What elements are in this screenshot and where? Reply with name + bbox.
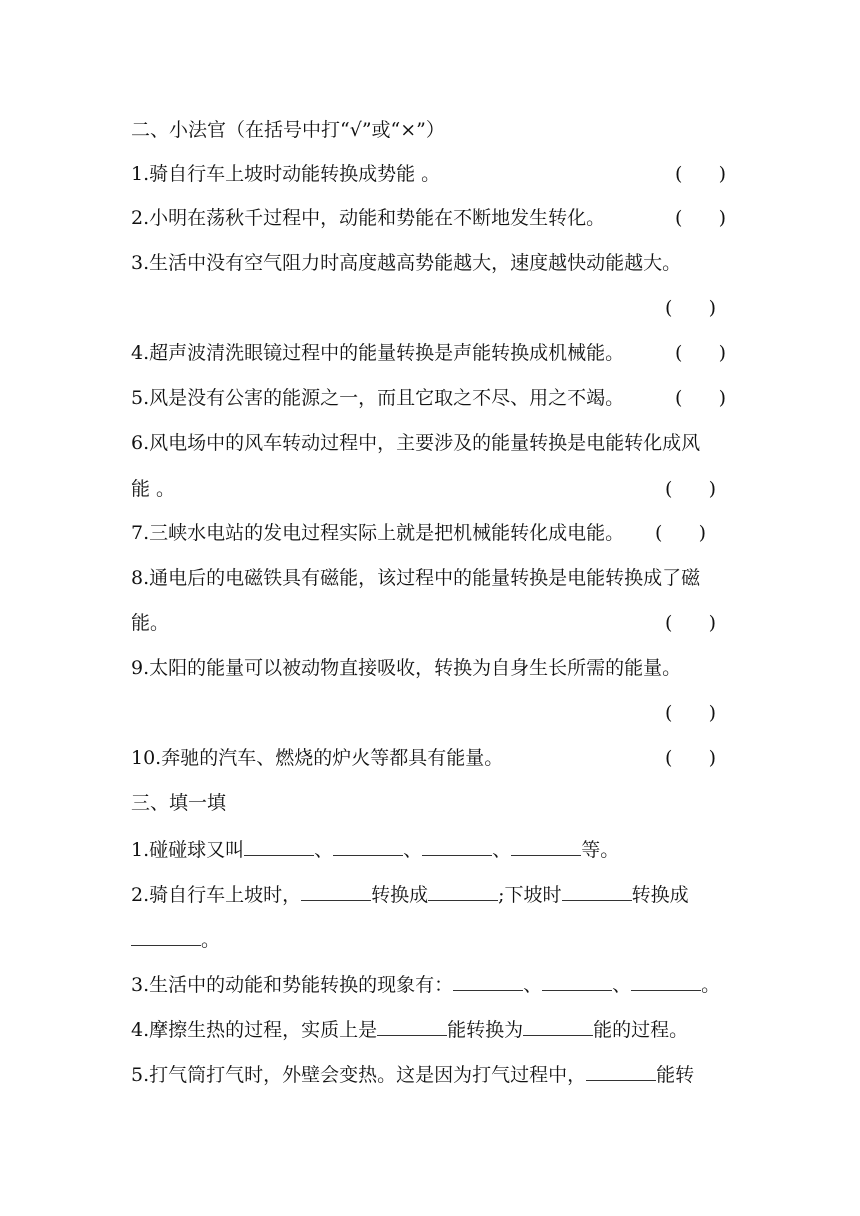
fill-blank[interactable] <box>523 1017 593 1036</box>
answer-paren-4[interactable]: ( ) <box>675 342 727 364</box>
fill-blank[interactable] <box>542 972 612 991</box>
answer-paren-1[interactable]: ( ) <box>675 163 727 185</box>
fill-blank[interactable] <box>511 837 581 856</box>
fill-2-text-d: 转换成 <box>631 884 689 906</box>
fill-3-end: 。 <box>701 974 721 996</box>
fill-4-text-a: 4.摩擦生热的过程，实质上是 <box>131 1019 378 1041</box>
answer-paren-2[interactable]: ( ) <box>675 207 727 229</box>
question-8: 8.通电后的电磁铁具有磁能，该过程中的能量转换是电能转换成了磁 <box>131 567 701 589</box>
fill-2-text-c: ;下坡时 <box>498 884 562 906</box>
fill-blank[interactable] <box>422 837 492 856</box>
section2-heading: 二、小法官（在括号中打“√”或“×”） <box>131 119 445 141</box>
fill-blank[interactable] <box>631 972 701 991</box>
fill-blank[interactable] <box>562 882 632 901</box>
fill-5-text-b: 能转 <box>656 1064 695 1086</box>
answer-paren-10[interactable]: ( ) <box>665 747 717 769</box>
fill-1-sep: 、 <box>314 839 334 861</box>
fill-question-2-continued <box>131 927 220 952</box>
answer-paren-9[interactable]: ( ) <box>665 702 717 724</box>
answer-paren-8[interactable]: ( ) <box>665 612 717 634</box>
fill-question-2 <box>131 882 689 907</box>
fill-question-5 <box>131 1062 694 1087</box>
fill-blank[interactable] <box>377 1017 447 1036</box>
fill-question-4 <box>131 1017 688 1042</box>
question-8-continued: 能。 <box>131 612 170 634</box>
answer-paren-5[interactable]: ( ) <box>675 387 727 409</box>
fill-3-text: 3.生活中的动能和势能转换的现象有： <box>131 974 454 996</box>
fill-5-text-a: 5.打气筒打气时，外壁会变热。这是因为打气过程中， <box>131 1064 587 1086</box>
question-9: 9.太阳的能量可以被动物直接吸收，转换为自身生长所需的能量。 <box>131 657 682 679</box>
fill-blank[interactable] <box>301 882 371 901</box>
question-1: 1.骑自行车上坡时动能转换成势能 。 <box>131 163 441 185</box>
answer-paren-7[interactable]: ( ) <box>655 522 707 544</box>
fill-2-text-a: 2.骑自行车上坡时， <box>131 884 302 906</box>
fill-blank[interactable] <box>244 837 314 856</box>
answer-paren-3[interactable]: ( ) <box>665 297 717 319</box>
question-7: 7.三峡水电站的发电过程实际上就是把机械能转化成电能。 <box>131 522 625 544</box>
question-6: 6.风电场中的风车转动过程中，主要涉及的能量转换是电能转化成风 <box>131 432 701 454</box>
fill-2-text-b: 转换成 <box>371 884 429 906</box>
section3-heading: 三、填一填 <box>131 792 227 814</box>
fill-2-end: 。 <box>201 929 221 951</box>
question-10: 10.奔驰的汽车、燃烧的炉火等都具有能量。 <box>131 747 504 769</box>
fill-1-end: 等。 <box>581 839 620 861</box>
fill-question-1 <box>131 837 619 862</box>
question-5: 5.风是没有公害的能源之一，而且它取之不尽、用之不竭。 <box>131 387 625 409</box>
fill-blank[interactable] <box>131 927 201 946</box>
fill-blank[interactable] <box>453 972 523 991</box>
question-6-continued: 能 。 <box>131 478 176 500</box>
fill-question-3 <box>131 972 720 997</box>
question-4: 4.超声波清洗眼镜过程中的能量转换是声能转换成机械能。 <box>131 342 625 364</box>
fill-1-sep: 、 <box>403 839 423 861</box>
answer-paren-6[interactable]: ( ) <box>665 478 717 500</box>
fill-3-sep: 、 <box>523 974 543 996</box>
fill-1-text: 1.碰碰球又叫 <box>131 839 245 861</box>
fill-blank[interactable] <box>428 882 498 901</box>
fill-4-text-b: 能转换为 <box>447 1019 524 1041</box>
question-3: 3.生活中没有空气阻力时高度越高势能越大，速度越快动能越大。 <box>131 252 682 274</box>
fill-blank[interactable] <box>333 837 403 856</box>
fill-1-sep: 、 <box>492 839 512 861</box>
fill-4-text-c: 能的过程。 <box>593 1019 689 1041</box>
fill-blank[interactable] <box>586 1062 656 1081</box>
question-2: 2.小明在荡秋千过程中，动能和势能在不断地发生转化。 <box>131 207 606 229</box>
fill-3-sep: 、 <box>612 974 632 996</box>
